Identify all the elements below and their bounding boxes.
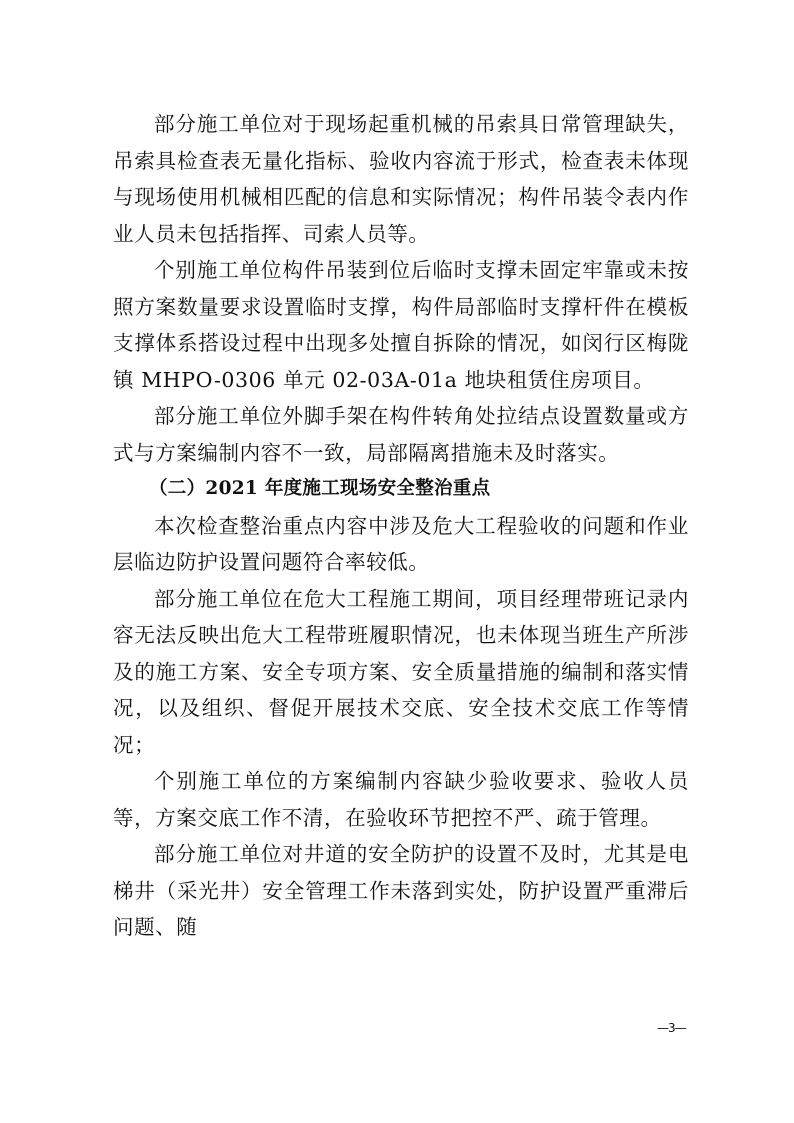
paragraph-shaft-protection: 部分施工单位对井道的安全防护的设置不及时，尤其是电梯井（采光井）安全管理工作未落到实处，防护设置严重滞后问题、随 [113, 842, 689, 939]
paragraph-project-manager: 部分施工单位在危大工程施工期间，项目经理带班记录内容无法反映出危大工程带班履职情况，也未体现当班生产所涉及的施工方案、安全专项方案、安全质量措施的编制和落实情况，以及组织、督促开展技术交底、安全技术交底工作等情况； [113, 586, 689, 757]
section-heading: （二）2021 年度施工现场安全整治重点 [149, 478, 491, 499]
page-number: —3— [657, 1021, 686, 1035]
paragraph-scaffold: 部分施工单位外脚手架在构件转角处拉结点设置数量或方式与方案编制内容不一致，局部隔离措施未及时落实。 [113, 404, 689, 465]
paragraph-plan-compilation: 个别施工单位的方案编制内容缺少验收要求、验收人员等，方案交底工作不清，在验收环节把控不严、疏于管理。 [113, 769, 689, 830]
paragraph-lifting-gear: 部分施工单位对于现场起重机械的吊索具日常管理缺失，吊索具检查表无量化指标、验收内容流于形式，检查表未体现与现场使用机械相匹配的信息和实际情况；构件吊装令表内作业人员未包括指挥、司索人员等。 [113, 112, 689, 246]
paragraph-temporary-support: 个别施工单位构件吊装到位后临时支撑未固定牢靠或未按照方案数量要求设置临时支撑，构件局部临时支撑杆件在模板支撑体系搭设过程中出现多处擅自拆除的情况，如闵行区梅陇镇 MHPO-0306 单元 02-03A-01a 地块租赁住房项目。 [113, 258, 689, 392]
paragraph-inspection-focus: 本次检查整治重点内容中涉及危大工程验收的问题和作业层临边防护设置问题符合率较低。 [113, 513, 689, 574]
document-body [113, 106, 689, 946]
